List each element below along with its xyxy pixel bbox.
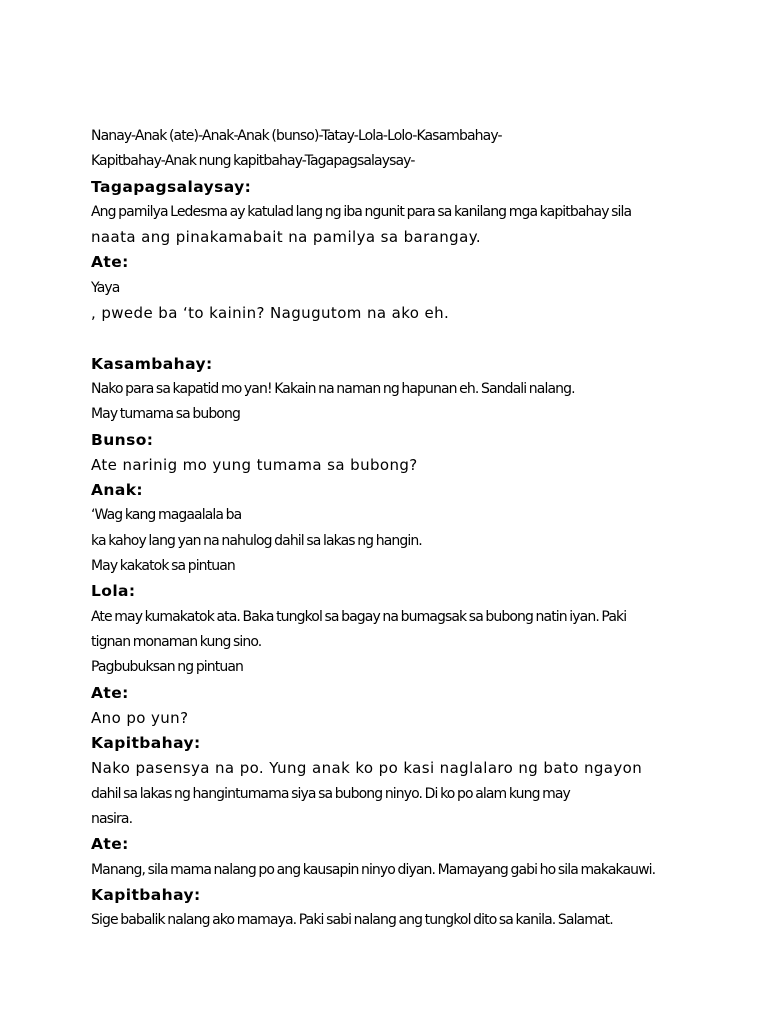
- dialogue-line: tignan monaman kung sino.: [91, 633, 262, 650]
- speaker-label: Anak:: [91, 481, 143, 500]
- dialogue-line: Nako para sa kapatid mo yan! Kakain na naman ng hapunan eh. Sandali nalang.: [91, 380, 575, 397]
- dialogue-line: Ate may kumakatok ata. Baka tungkol sa bagay na bumagsak sa bubong natin iyan. Paki: [91, 608, 627, 625]
- dialogue-line: ‘Wag kang magaalala ba: [91, 507, 242, 524]
- speaker-label: Ate:: [91, 835, 129, 854]
- speaker-label: Kasambahay:: [91, 354, 213, 373]
- speaker-label: Tagapagsalaysay:: [91, 177, 252, 196]
- dialogue-line: ka kahoy lang yan na nahulog dahil sa lakas ng hangin.: [91, 532, 422, 549]
- dialogue-line: Ate narinig mo yung tumama sa bubong?: [91, 455, 418, 474]
- document-page: [91, 124, 731, 934]
- speaker-label: Bunso:: [91, 430, 154, 449]
- stage-direction: May tumama sa bubong: [91, 406, 240, 423]
- dialogue-line: Yaya: [91, 279, 120, 296]
- blank-line: [91, 326, 731, 351]
- stage-direction: May kakatok sa pintuan: [91, 558, 235, 575]
- dialogue-line: Ano po yun?: [91, 708, 189, 727]
- dialogue-line: , pwede ba ‘to kainin? Nagugutom na ako eh.: [91, 304, 450, 323]
- dialogue-line: dahil sa lakas ng hangintumama siya sa bubong ninyo. Di ko po alam kung may: [91, 785, 570, 802]
- dialogue-line: Nako pasensya na po. Yung anak ko po kasi naglalaro ng bato ngayon: [91, 759, 643, 778]
- cast-list-line-1: Nanay-Anak (ate)-Anak-Anak (bunso)-Tatay-Lola-Lolo-Kasambahay-: [91, 128, 502, 144]
- speaker-label: Ate:: [91, 253, 129, 272]
- dialogue-line: Ang pamilya Ledesma ay katulad lang ng iba ngunit para sa kanilang mga kapitbahay sila: [91, 203, 632, 220]
- stage-direction: Pagbubuksan ng pintuan: [91, 659, 243, 676]
- dialogue-line: nasira.: [91, 811, 133, 828]
- dialogue-line: Sige babalik nalang ako mamaya. Paki sabi nalang ang tungkol dito sa kanila. Salamat.: [91, 912, 613, 929]
- dialogue-line: Manang, sila mama nalang po ang kausapin ninyo diyan. Mamayang gabi ho sila makakauwi.: [91, 861, 656, 878]
- speaker-label: Lola:: [91, 582, 136, 601]
- cast-list-line-2: Kapitbahay-Anak nung kapitbahay-Tagapagsalaysay-: [91, 153, 415, 170]
- speaker-label: Kapitbahay:: [91, 734, 201, 753]
- speaker-label: Ate:: [91, 683, 129, 702]
- dialogue-line: naata ang pinakamabait na pamilya sa barangay.: [91, 228, 481, 247]
- speaker-label: Kapitbahay:: [91, 885, 201, 904]
